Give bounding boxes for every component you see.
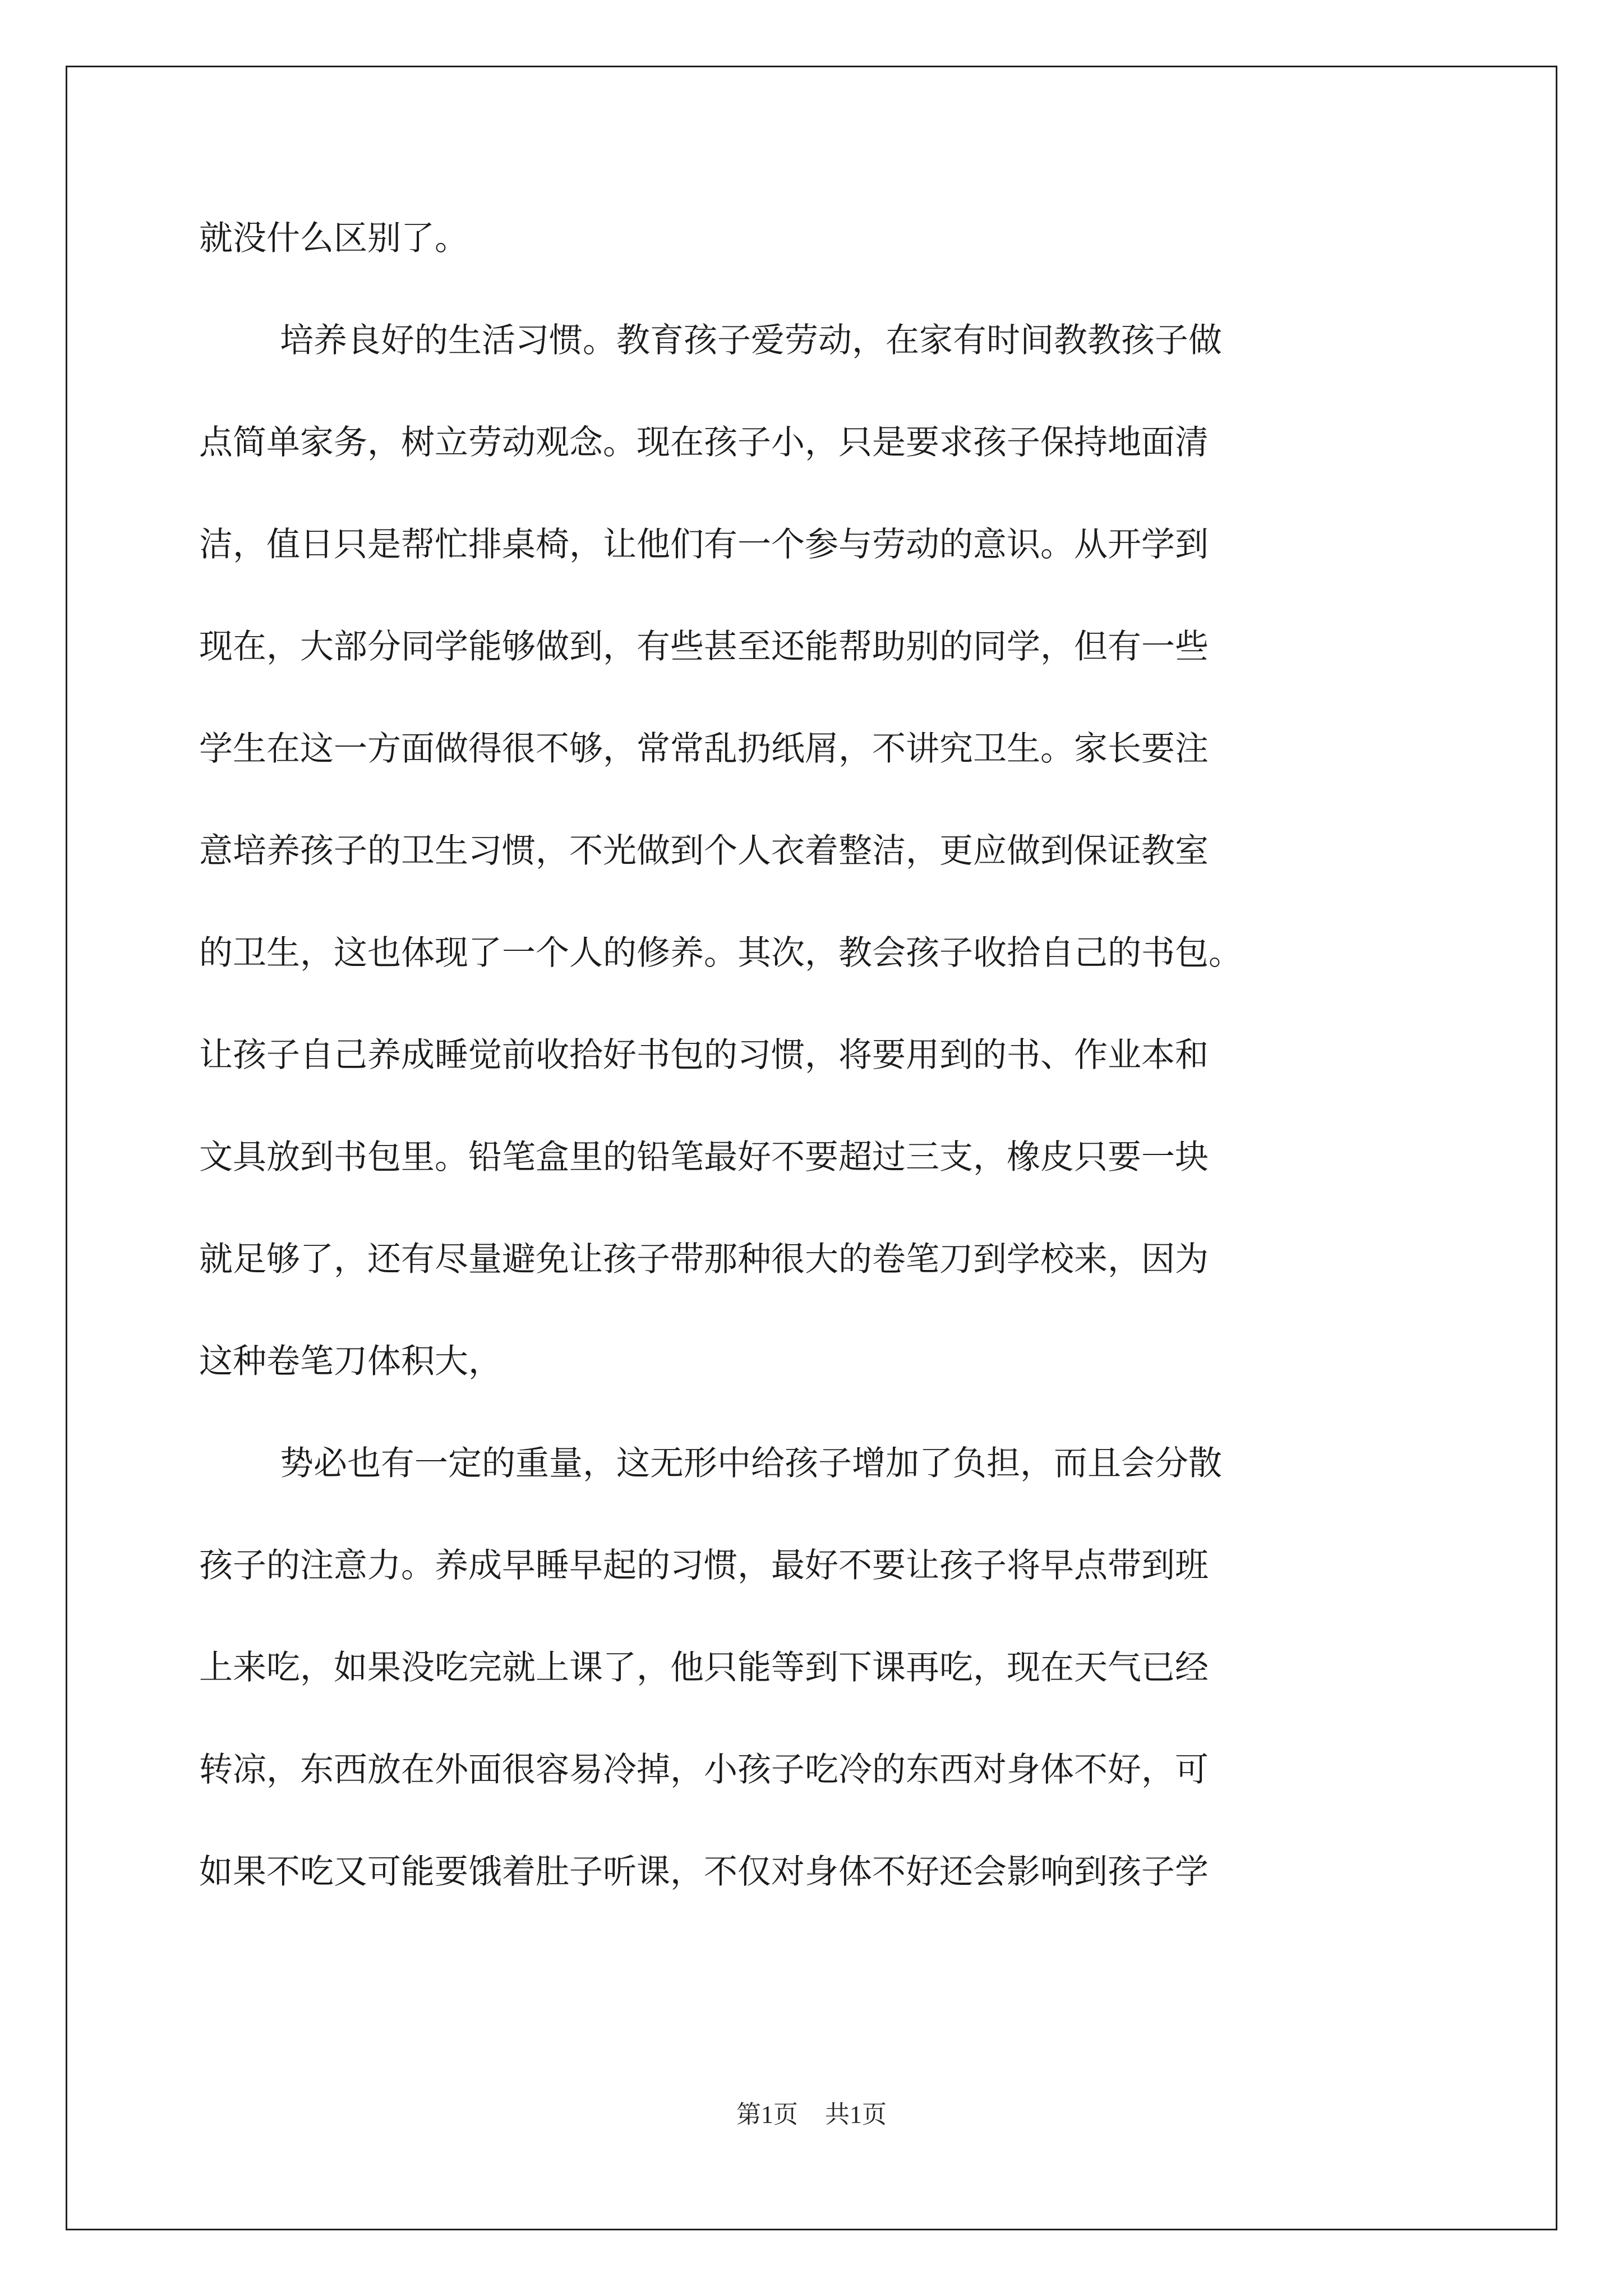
page-footer <box>0 2098 1623 2132</box>
text-line: 培养良好的生活习惯。教育孩子爱劳动，在家有时间教教孩子做 <box>280 321 1222 360</box>
text-line: 孩子的注意力。养成早睡早起的习惯，最好不要让孩子将早点带到班 <box>199 1546 1209 1585</box>
paragraph <box>199 315 1438 1387</box>
text-line: 洁，值日只是帮忙排桌椅，让他们有一个参与劳动的意识。从开学到 <box>199 525 1209 564</box>
text-line: 如果不吃又可能要饿着肚子听课，不仅对身体不好还会影响到孩子学 <box>199 1852 1209 1892</box>
text-line: 点简单家务，树立劳动观念。现在孩子小，只是要求孩子保持地面清 <box>199 423 1209 462</box>
paragraph <box>199 213 1438 264</box>
text-line: 的卫生，这也体现了一个人的修养。其次，教会孩子收拾自己的书包。 <box>199 933 1242 973</box>
text-line: 意培养孩子的卫生习惯，不光做到个人衣着整洁，更应做到保证教室 <box>199 831 1209 871</box>
text-line: 文具放到书包里。铅笔盒里的铅笔最好不要超过三支，橡皮只要一块 <box>199 1138 1209 1177</box>
text-line: 势必也有一定的重量，这无形中给孩子增加了负担，而且会分散 <box>280 1444 1222 1483</box>
text-line: 就没什么区别了。 <box>199 219 468 258</box>
text-line: 转凉，东西放在外面很容易冷掉，小孩子吃冷的东西对身体不好，可 <box>199 1750 1209 1789</box>
document-body <box>199 213 1438 1897</box>
text-line: 让孩子自己养成睡觉前收拾好书包的习惯，将要用到的书、作业本和 <box>199 1036 1209 1075</box>
page-total: 共1页 <box>825 2101 887 2128</box>
text-line: 学生在这一方面做得很不够，常常乱扔纸屑，不讲究卫生。家长要注 <box>199 729 1209 769</box>
text-line: 就足够了，还有尽量避免让孩子带那种很大的卷笔刀到学校来，因为 <box>199 1240 1209 1279</box>
text-line: 这种卷笔刀体积大， <box>199 1342 502 1381</box>
text-line: 现在，大部分同学能够做到，有些甚至还能帮助别的同学，但有一些 <box>199 627 1209 666</box>
text-line: 上来吃，如果没吃完就上课了，他只能等到下课再吃，现在天气已经 <box>199 1648 1209 1687</box>
paragraph <box>199 1438 1438 1897</box>
page-number: 第1页 <box>736 2101 798 2128</box>
